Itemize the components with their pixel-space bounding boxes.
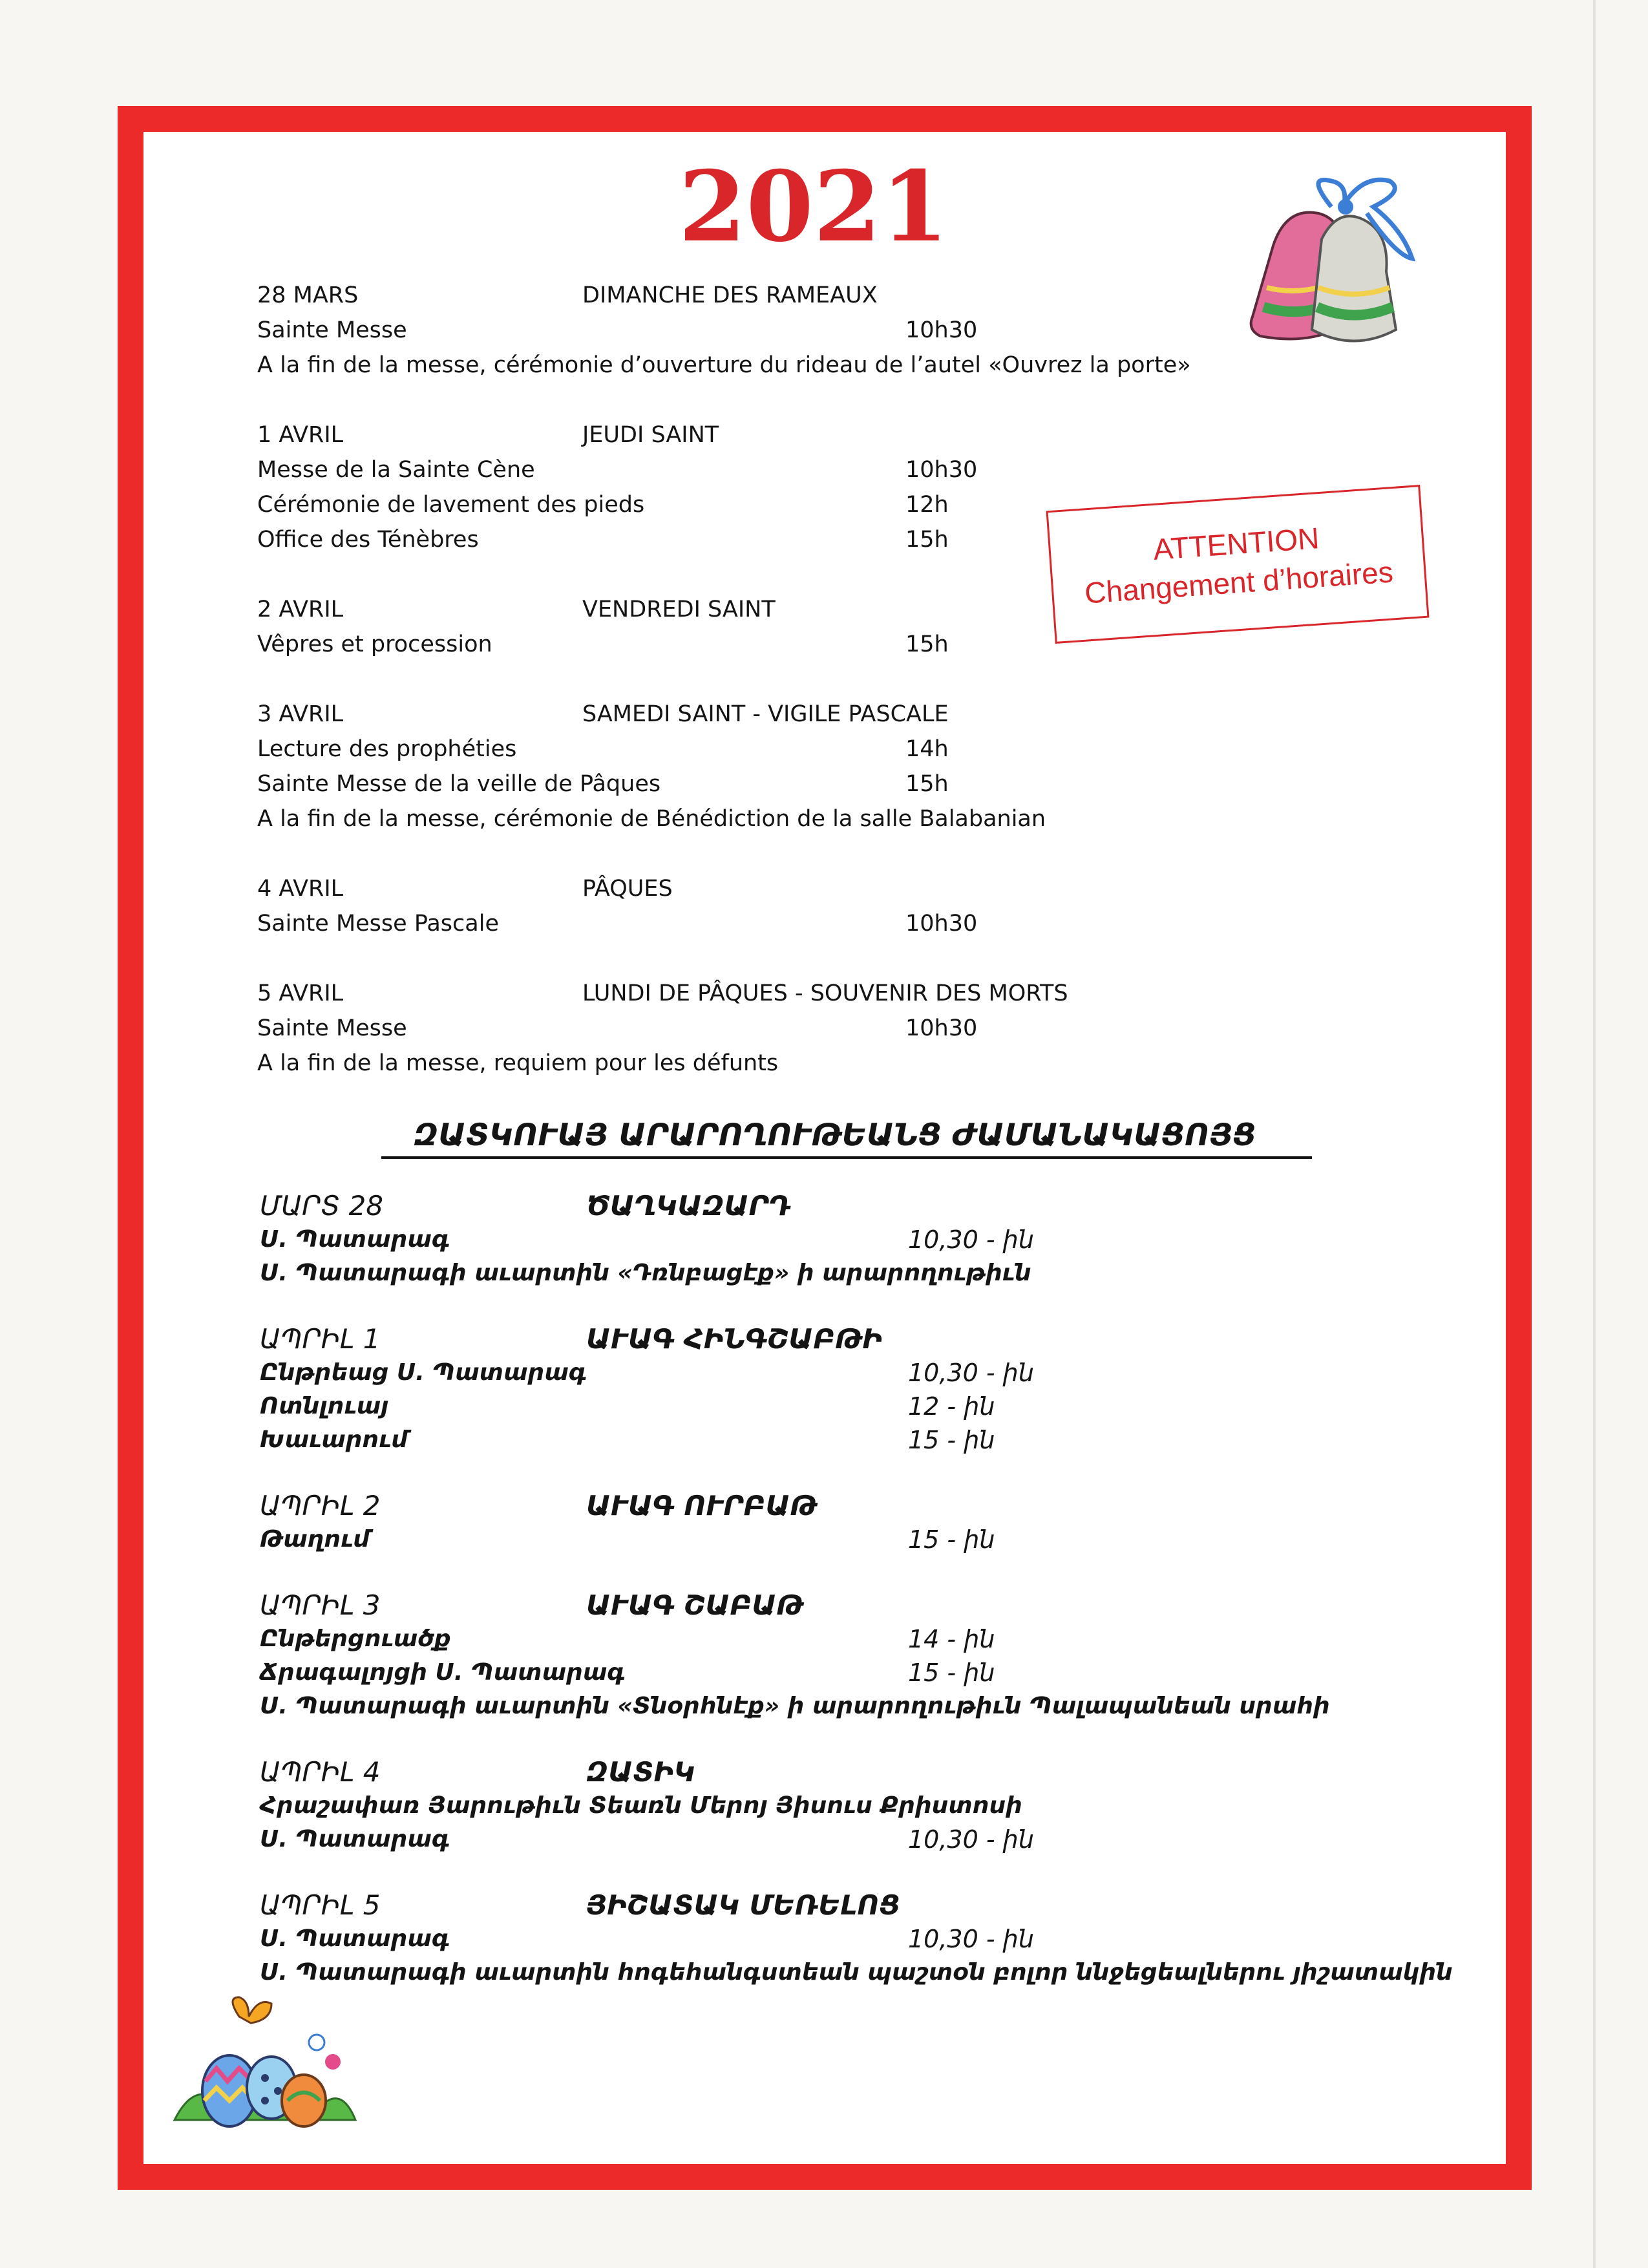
service-time: 15h bbox=[905, 771, 949, 797]
service-label: Sainte Messe de la veille de Pâques bbox=[257, 771, 661, 797]
event-name: DIMANCHE DES RAMEAUX bbox=[582, 282, 878, 308]
event-date: ԱՊՐԻԼ 5 bbox=[260, 1889, 381, 1921]
service-label: Ճրագալոյցի Ս. Պատարագ bbox=[260, 1659, 626, 1686]
service-label: Ոտնլուայ bbox=[260, 1393, 389, 1419]
event-name: ԶԱՏԻԿ bbox=[586, 1756, 695, 1788]
event-date: 3 AVRIL bbox=[257, 701, 344, 727]
event-name: PÂQUES bbox=[582, 876, 673, 902]
event-fr bbox=[257, 976, 1265, 1081]
event-name: ԾԱՂԿԱԶԱՐԴ bbox=[586, 1190, 791, 1222]
event-note: Ս. Պատարագի աւարտին հոգեհանգստեան պաշտօն բոլոր ննջեցեալներու յիշատակին bbox=[260, 1959, 1453, 1986]
armenian-heading-text: ԶԱՏԿՈՒԱՅ ԱՐԱՐՈՂՈՒԹԵԱՆՑ ԺԱՄԱՆԱԿԱՑՈՅՑ bbox=[414, 1118, 1256, 1153]
page-edge bbox=[1593, 0, 1596, 2268]
event-name: ԱՒԱԳ ՈՒՐԲԱԹ bbox=[586, 1490, 818, 1521]
service-label: Messe de la Sainte Cène bbox=[257, 457, 535, 483]
event-note: A la fin de la messe, cérémonie d’ouverture du rideau de l’autel «Ouvrez la porte» bbox=[257, 352, 1191, 378]
service-time: 12h bbox=[905, 492, 949, 518]
event-date: ԱՊՐԻԼ 1 bbox=[260, 1323, 381, 1355]
service-time: 15h bbox=[905, 527, 949, 553]
heading-underline bbox=[381, 1156, 1312, 1159]
event-name: ԱՒԱԳ ՇԱԲԱԹ bbox=[586, 1589, 804, 1621]
service-label: Ս. Պատարագ bbox=[260, 1826, 450, 1852]
page-title: 2021 bbox=[679, 150, 949, 264]
service-time: 14h bbox=[905, 736, 949, 762]
event-name: ԱՒԱԳ ՀԻՆԳՇԱԲԹԻ bbox=[586, 1323, 883, 1355]
event-fr bbox=[257, 871, 1265, 941]
stamp-line2: Changement d’horaires bbox=[1083, 555, 1395, 610]
service-label: Lecture des prophéties bbox=[257, 736, 517, 762]
event-fr bbox=[257, 418, 1265, 557]
event-note: Ս. Պատարագի աւարտին «Դռնբացէք» ի արարողութիւն bbox=[260, 1260, 1031, 1286]
service-time: 15 - ին bbox=[908, 1659, 995, 1687]
event-date: 28 MARS bbox=[257, 282, 359, 308]
event-hy bbox=[260, 1589, 1423, 1723]
event-date: 2 AVRIL bbox=[257, 597, 344, 622]
event-fr bbox=[257, 592, 1265, 662]
service-label: Cérémonie de lavement des pieds bbox=[257, 492, 645, 518]
service-label: Sainte Messe bbox=[257, 317, 407, 343]
event-date: ԱՊՐԻԼ 4 bbox=[260, 1756, 381, 1788]
french-schedule bbox=[257, 278, 1265, 1116]
service-label: Խաւարում bbox=[260, 1426, 408, 1453]
service-time: 15 - ին bbox=[908, 1525, 995, 1554]
stamp-line1: ATTENTION bbox=[1152, 521, 1320, 566]
event-date: 5 AVRIL bbox=[257, 980, 344, 1006]
service-time: 10,30 - ին bbox=[908, 1825, 1034, 1854]
event-date: ՄԱՐՏ 28 bbox=[260, 1190, 383, 1222]
event-note: A la fin de la messe, cérémonie de Bénédiction de la salle Balabanian bbox=[257, 806, 1046, 832]
event-note: A la fin de la messe, requiem pour les défunts bbox=[257, 1050, 779, 1076]
event-name: JEUDI SAINT bbox=[582, 422, 719, 448]
service-time: 15 - ին bbox=[908, 1426, 995, 1454]
service-label: Ս. Պատարագ bbox=[260, 1925, 450, 1952]
service-label: Ս. Պատարագ bbox=[260, 1226, 450, 1253]
event-date: ԱՊՐԻԼ 3 bbox=[260, 1589, 381, 1621]
service-time: 10,30 - ին bbox=[908, 1225, 1034, 1254]
service-time: 15h bbox=[905, 631, 949, 657]
service-time: 10h30 bbox=[905, 911, 978, 937]
service-time: 10h30 bbox=[905, 457, 978, 483]
event-name: ՅԻՇԱՏԱԿ ՄԵՌԵԼՈՑ bbox=[586, 1889, 900, 1921]
event-note: Ս. Պատարագի աւարտին «Տնօրհնէք» ի արարողութիւն Պալապանեան սրահի bbox=[260, 1693, 1330, 1719]
event-date: 1 AVRIL bbox=[257, 422, 344, 448]
service-time: 10h30 bbox=[905, 317, 978, 343]
easter-eggs-butterfly-icon bbox=[168, 1971, 362, 2133]
event-date: ԱՊՐԻԼ 2 bbox=[260, 1490, 381, 1521]
event-fr bbox=[257, 278, 1265, 383]
service-label: Ընթերցուածք bbox=[260, 1626, 451, 1652]
service-label: Vêpres et procession bbox=[257, 631, 492, 657]
event-date: 4 AVRIL bbox=[257, 876, 344, 902]
service-label: Sainte Messe bbox=[257, 1015, 407, 1041]
service-label: Sainte Messe Pascale bbox=[257, 911, 499, 937]
event-hy bbox=[260, 1489, 1423, 1556]
service-label: Թաղում bbox=[260, 1526, 370, 1553]
event-fr bbox=[257, 697, 1265, 836]
armenian-heading bbox=[381, 1116, 1312, 1155]
service-time: 10h30 bbox=[905, 1015, 978, 1041]
service-time: 12 - ին bbox=[908, 1392, 995, 1421]
armenian-schedule bbox=[260, 1189, 1453, 2022]
event-hy bbox=[260, 1322, 1423, 1457]
event-hy bbox=[260, 1755, 1423, 1856]
event-name: VENDREDI SAINT bbox=[582, 597, 776, 622]
event-name: SAMEDI SAINT - VIGILE PASCALE bbox=[582, 701, 949, 727]
service-time: 10,30 - ին bbox=[908, 1925, 1034, 1953]
service-time: 14 - ին bbox=[908, 1625, 995, 1653]
event-hy bbox=[260, 1189, 1423, 1290]
event-name: LUNDI DE PÂQUES - SOUVENIR DES MORTS bbox=[582, 980, 1068, 1006]
service-label: Ընթրեաց Ս. Պատարագ bbox=[260, 1359, 587, 1386]
service-time: 10,30 - ին bbox=[908, 1359, 1034, 1387]
event-hy bbox=[260, 1889, 1453, 1989]
service-label: Հրաշափառ Յարութիւն Տեառն Մերոյ Յիսուս Քրիստոսի bbox=[260, 1792, 1022, 1819]
service-label: Office des Ténèbres bbox=[257, 527, 479, 553]
